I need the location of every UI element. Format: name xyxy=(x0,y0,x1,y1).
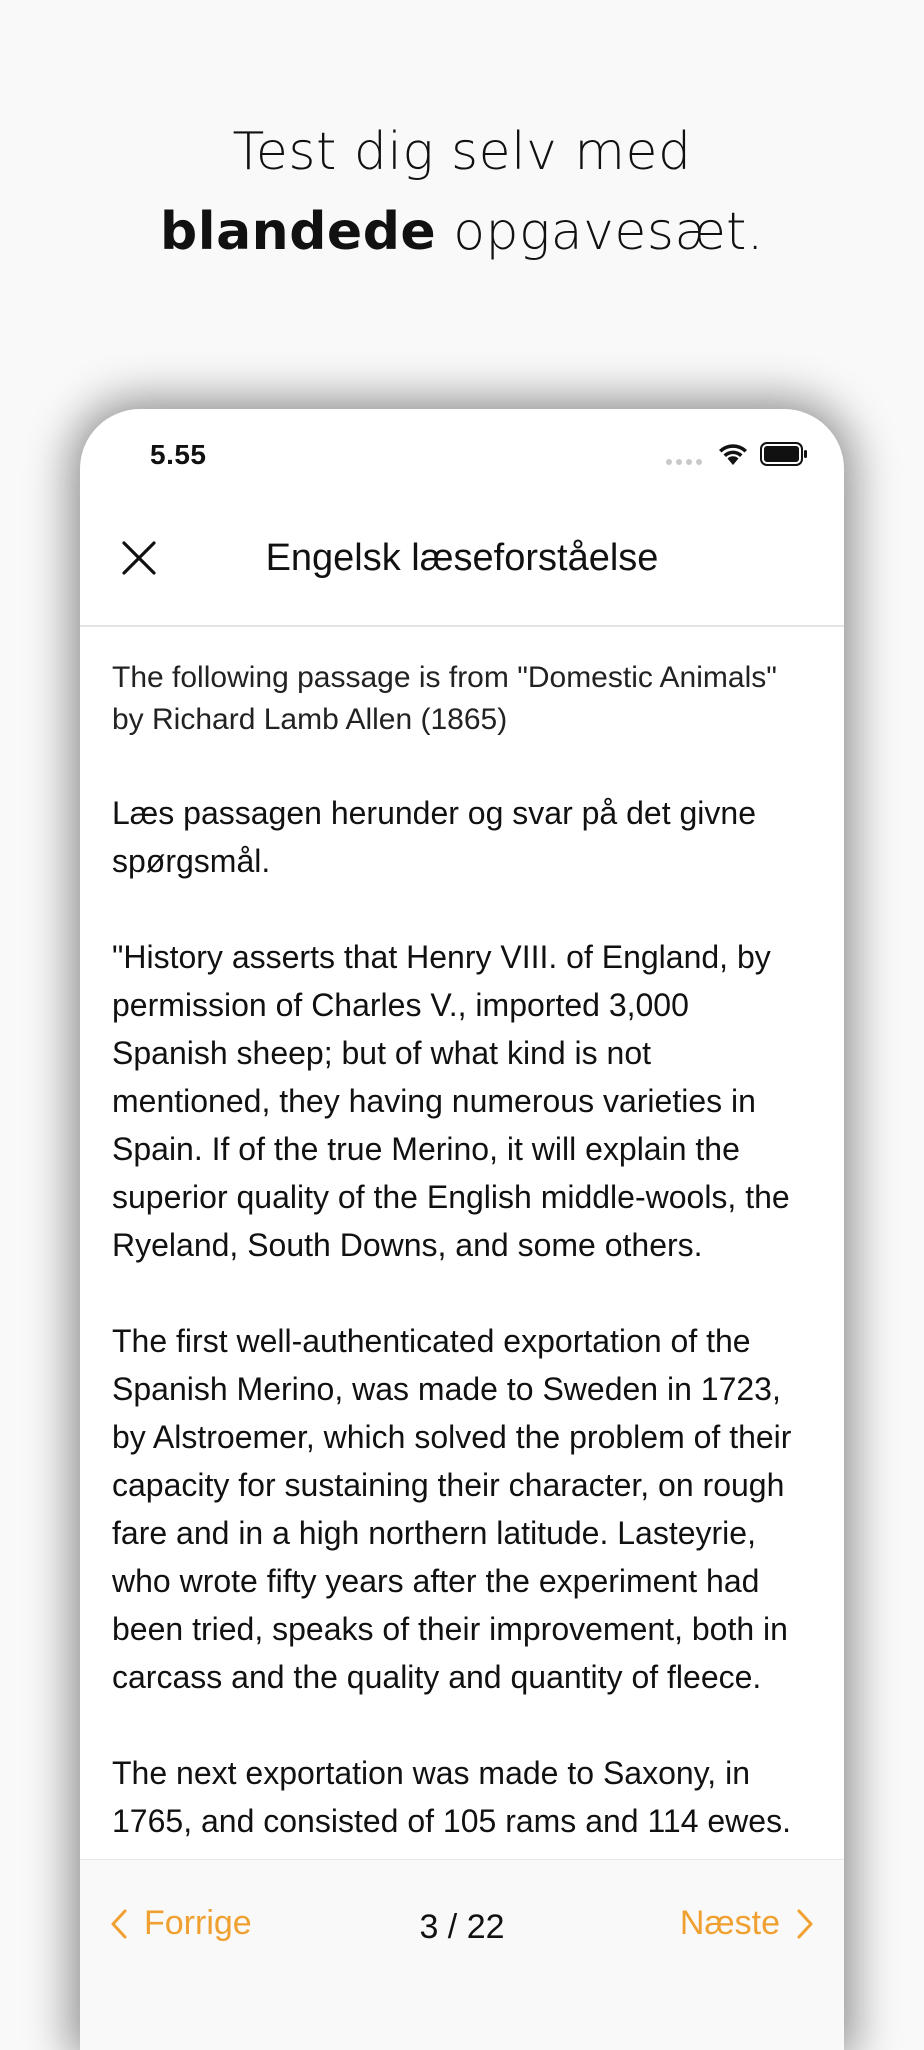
close-icon xyxy=(122,541,156,575)
nav-bar xyxy=(80,509,844,627)
instruction-text: Læs passagen herunder og svar på det givne spørgsmål. xyxy=(112,795,756,879)
footer-navigation xyxy=(80,1859,844,2050)
promo-bold-word: blandede xyxy=(160,202,437,262)
passage xyxy=(112,933,812,1845)
passage-paragraph: "History asserts that Henry VIII. of England, by permission of Charles V., imported 3,000 Spanish sheep; but of what kind is not mentioned, they having numerous varieties in Spain. If of the true Merino, it will explain the superior quality of the English middle-wools, the Ryeland, South Downs, and some others. xyxy=(112,939,790,1263)
page-indicator: 3 / 22 xyxy=(419,1908,505,1946)
promo-line-2 xyxy=(0,192,924,272)
wifi-icon xyxy=(716,441,750,472)
status-time: 5.55 xyxy=(150,439,207,470)
passage-paragraph: The first well-authenticated exportation of the Spanish Merino, was made to Sweden in 1723, by Alstroemer, which solved the problem of their capacity for sustaining their character, on rough fare and in a high northern latitude. Lasteyrie, who wrote fifty years after the experiment had been tried, speaks of their improvement, both in carcass and the quality and quantity of fleece. xyxy=(112,1323,792,1695)
screen-title: Engelsk læseforståelse xyxy=(265,537,659,579)
battery-icon xyxy=(760,441,808,472)
promo-headline xyxy=(0,112,924,272)
promo-line-2-rest: opgavesæt. xyxy=(436,202,764,262)
status-bar xyxy=(80,409,844,499)
next-label: Næste xyxy=(679,1904,780,1942)
passage-source: The following passage is from "Domestic Animals" by Richard Lamb Allen (1865) xyxy=(112,661,777,736)
close-button[interactable] xyxy=(110,529,168,587)
passage-paragraph: The next exportation was made to Saxony, in 1765, and consisted of 105 rams and 114 ewes. xyxy=(112,1755,791,1839)
promo-line-1: Test dig selv med xyxy=(232,122,692,182)
reading-content[interactable] xyxy=(80,627,844,1839)
device-frame xyxy=(80,409,844,2049)
chevron-right-icon xyxy=(796,1908,814,1940)
signal-dots-icon xyxy=(666,459,702,465)
next-button[interactable] xyxy=(680,1904,814,1943)
status-icons xyxy=(666,441,808,472)
previous-label: Forrige xyxy=(144,1904,252,1942)
